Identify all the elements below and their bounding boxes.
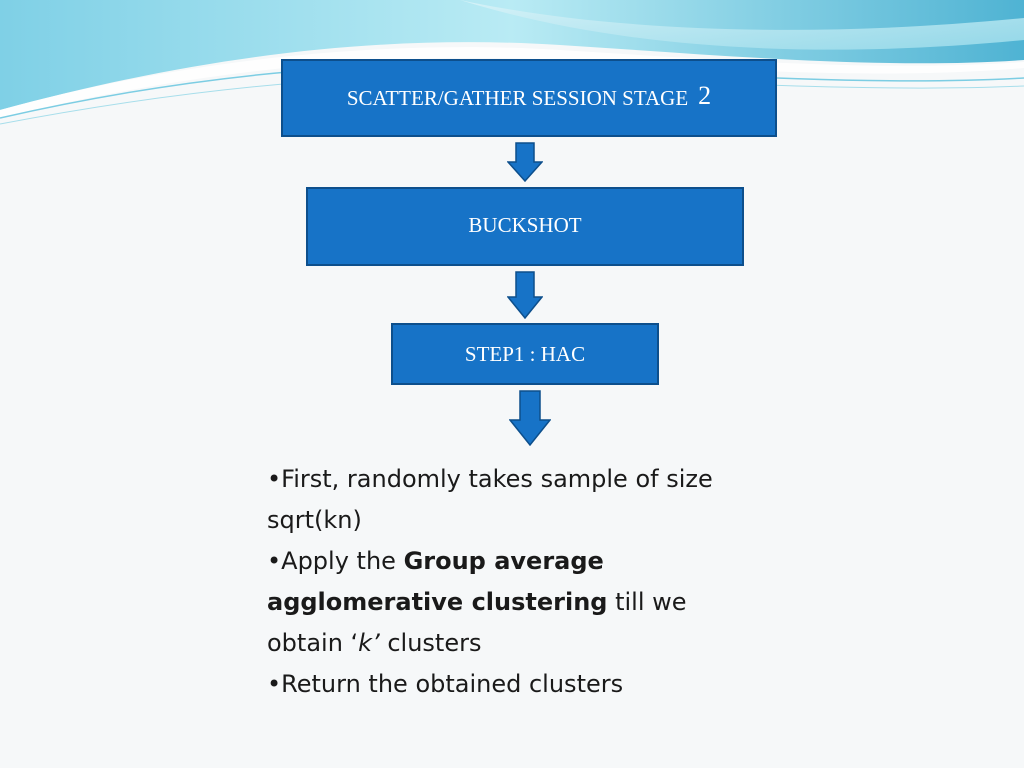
- hac-step-label: STEP1 : HAC: [464, 341, 586, 366]
- buckshot-box: [306, 187, 744, 266]
- down-arrow-icon: [507, 142, 543, 182]
- down-arrow-icon: [509, 390, 551, 446]
- stage-box: [281, 59, 777, 137]
- bullet-item: •Apply the Group average agglomerative clustering till we obtain ‘k’ clusters: [267, 547, 687, 657]
- down-arrow-icon: [507, 271, 543, 319]
- stage-number: 2: [698, 81, 712, 110]
- bold-term: Group average agglomerative clustering: [267, 547, 608, 616]
- bullet-item: •First, randomly takes sample of size sqrt(kn): [267, 465, 713, 534]
- hac-step-box: [391, 323, 659, 385]
- buckshot-label: BUCKSHOT: [468, 213, 582, 237]
- stage-label: SCATTER/GATHER SESSION STAGE: [346, 85, 689, 110]
- bullet-item: •Return the obtained clusters: [267, 670, 624, 698]
- italic-term: k’: [358, 629, 380, 657]
- bullet-list: [267, 459, 737, 705]
